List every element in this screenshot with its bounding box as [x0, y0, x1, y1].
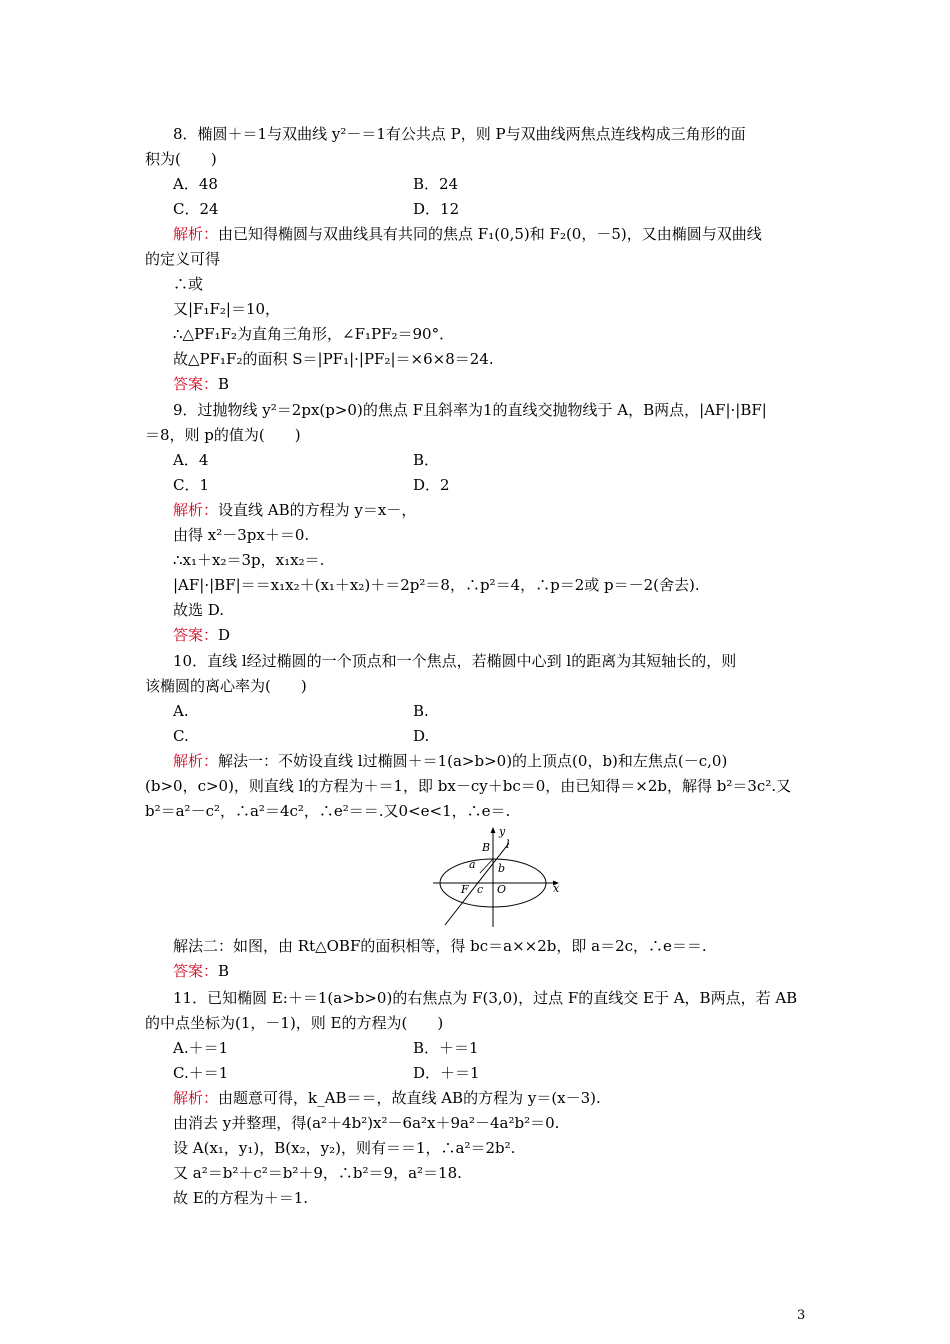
label-B: B — [482, 841, 491, 854]
q10-solution-line2: (b>0，c>0)，则直线 l的方程为＋＝1，即 bx－cy＋bc＝0，由已知得＝×2b，解得 b²＝3c².又 — [145, 777, 792, 795]
q9-option-c: C．1 — [173, 476, 210, 494]
q9-answer-value: D — [218, 626, 231, 644]
q8-option-d: D．12 — [413, 200, 460, 218]
page-number: 3 — [797, 1308, 806, 1323]
q8-answer-value: B — [218, 375, 230, 393]
label-F: F — [461, 883, 469, 896]
q11-solution-line5: 故 E的方程为＋＝1. — [173, 1189, 309, 1207]
label-b: b — [498, 862, 506, 875]
q11-solution-line4: 又 a²＝b²＋c²＝b²＋9，∴b²＝9，a²＝18. — [173, 1164, 462, 1182]
q10-solution-line1 — [173, 751, 727, 771]
label-l: l — [506, 838, 510, 851]
q9-answer — [173, 625, 230, 645]
q11-solution-line1 — [173, 1088, 601, 1108]
answer-label: 答案： — [173, 962, 219, 980]
q8-solution-line2: 的定义可得 — [145, 250, 221, 268]
q8-option-a: A．48 — [173, 175, 218, 193]
q8-solution-line5: ∴△PF₁F₂为直角三角形，∠F₁PF₂＝90°． — [173, 325, 455, 343]
q11-stem-line1: 11．已知椭圆 E:＋＝1(a>b>0)的右焦点为 F(3,0)，过点 F的直线交 E于 A，B两点，若 AB — [173, 989, 798, 1007]
q11-option-d: D．＋＝1 — [413, 1064, 480, 1082]
q11-option-a: A.＋＝1 — [173, 1039, 229, 1057]
ellipse-diagram — [425, 823, 565, 931]
label-O: O — [497, 883, 507, 896]
q9-stem-line2: ＝8，则 p的值为( ) — [145, 426, 301, 444]
q10-option-c: C. — [173, 727, 189, 745]
q8-option-b: B．24 — [413, 175, 459, 193]
label-y: y — [499, 825, 506, 838]
q9-solution-line3: ∴x₁＋x₂＝3p，x₁x₂＝. — [173, 551, 325, 569]
solution-label: 解析： — [173, 501, 219, 519]
answer-label: 答案： — [173, 375, 219, 393]
q9-solution-text: 设直线 AB的方程为 y＝x－， — [218, 501, 417, 519]
q8-solution-line1 — [173, 224, 762, 244]
q10-solution-text: 解法一：不妨设直线 l过椭圆＋＝1(a>b>0)的上顶点(0，b)和左焦点(－c,0) — [218, 752, 728, 770]
q11-solution-text: 由题意可得，k_AB＝＝，故直线 AB的方程为 y＝(x－3). — [218, 1089, 601, 1107]
q11-option-b: B．＋＝1 — [413, 1039, 479, 1057]
solution-label: 解析： — [173, 1089, 219, 1107]
q8-solution-line3: ∴或 — [173, 275, 204, 293]
q9-stem-line1: 9．过抛物线 y²＝2px(p>0)的焦点 F且斜率为1的直线交抛物线于 A，B两点，|AF|·|BF| — [173, 401, 767, 419]
solution-label: 解析： — [173, 752, 219, 770]
label-a: a — [469, 858, 476, 871]
q10-solution-line3: b²＝a²－c²，∴a²＝4c²，∴e²＝＝.又0<e<1，∴e＝. — [145, 802, 511, 820]
q10-solution-line4: 解法二：如图，由 Rt△OBF的面积相等，得 bc＝a××2b，即 a＝2c，∴e＝＝. — [173, 937, 707, 955]
q9-option-b: B． — [413, 451, 440, 469]
y-axis-arrow — [491, 827, 496, 833]
q11-solution-line2: 由消去 y并整理，得(a²＋4b²)x²－6a²x＋9a²－4a²b²＝0. — [173, 1114, 560, 1132]
q10-option-d: D. — [413, 727, 430, 745]
q11-stem-line2: 的中点坐标为(1，－1)，则 E的方程为( ) — [145, 1014, 444, 1032]
answer-label: 答案： — [173, 626, 219, 644]
q11-option-c: C.＋＝1 — [173, 1064, 229, 1082]
q10-option-b: B. — [413, 702, 429, 720]
q8-solution-line6: 故△PF₁F₂的面积 S＝|PF₁|·|PF₂|＝×6×8＝24. — [173, 350, 494, 368]
q10-stem-line1: 10．直线 l经过椭圆的一个顶点和一个焦点，若椭圆中心到 l的距离为其短轴长的，则 — [173, 652, 737, 670]
q9-option-d: D．2 — [413, 476, 450, 494]
label-x: x — [553, 882, 560, 895]
q9-solution-line4: |AF|·|BF|＝＝x₁x₂＋(x₁＋x₂)＋＝2p²＝8，∴p²＝4，∴p＝2或 p＝－2(舍去). — [173, 576, 700, 594]
q8-solution-line4: 又|F₁F₂|＝10， — [173, 300, 281, 318]
q8-stem-line1: 8．椭圆＋＝1与双曲线 y²－＝1有公共点 P，则 P与双曲线两焦点连线构成三角形的面 — [173, 125, 746, 143]
q11-solution-line3: 设 A(x₁，y₁)，B(x₂，y₂)，则有＝＝1，∴a²＝2b². — [173, 1139, 516, 1157]
q9-solution-line2: 由得 x²－3px＋＝0. — [173, 526, 310, 544]
q8-stem-line2: 积为( ) — [145, 150, 217, 168]
q8-option-c: C．24 — [173, 200, 219, 218]
solution-label: 解析： — [173, 225, 219, 243]
q10-answer-value: B — [218, 962, 230, 980]
label-c: c — [477, 883, 484, 896]
q8-answer — [173, 374, 229, 394]
q10-option-a: A. — [173, 702, 189, 720]
q9-option-a: A．4 — [173, 451, 209, 469]
q10-stem-line2: 该椭圆的离心率为( ) — [145, 677, 307, 695]
q8-solution-text: 由已知得椭圆与双曲线具有共同的焦点 F₁(0,5)和 F₂(0，－5)，又由椭圆与双曲线 — [218, 225, 762, 243]
q10-answer — [173, 961, 229, 981]
q9-solution-line1 — [173, 500, 416, 520]
q9-solution-line5: 故选 D. — [173, 601, 225, 619]
